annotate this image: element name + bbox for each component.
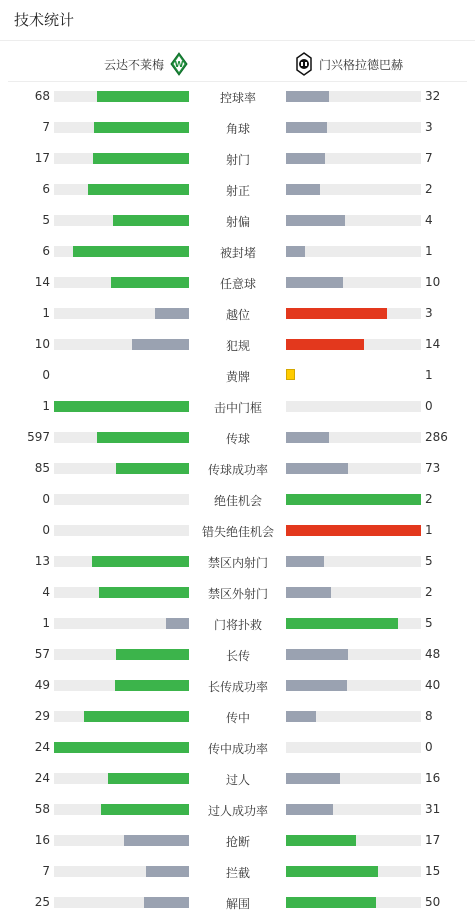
home-bar-track — [54, 897, 189, 908]
away-value: 4 — [425, 213, 433, 227]
home-bar — [94, 122, 189, 133]
away-bar-track — [286, 742, 421, 753]
home-team-name: 云达不莱梅 — [103, 57, 164, 72]
stat-label: 禁区外射门 — [207, 587, 268, 601]
stat-label: 拦截 — [225, 866, 250, 880]
stat-row — [0, 143, 475, 174]
home-bar-track — [54, 246, 189, 257]
home-bar-track — [54, 215, 189, 226]
home-bar — [93, 153, 189, 164]
away-bar — [286, 122, 327, 133]
away-value: 15 — [425, 864, 441, 878]
home-bar-track — [54, 277, 189, 288]
stat-label: 射门 — [225, 153, 250, 167]
away-value: 1 — [425, 523, 433, 537]
stat-row — [0, 267, 475, 298]
away-value: 3 — [425, 306, 433, 320]
home-bar-track — [54, 680, 189, 691]
stat-row — [0, 701, 475, 732]
home-bar — [155, 308, 189, 319]
away-value: 16 — [425, 771, 441, 785]
stat-row — [0, 732, 475, 763]
stat-label: 射偏 — [225, 215, 250, 229]
away-value: 73 — [425, 461, 441, 475]
home-bar — [84, 711, 189, 722]
home-bar-track — [54, 804, 189, 815]
away-bar — [286, 432, 329, 443]
stat-label: 禁区内射门 — [207, 556, 268, 570]
home-bar — [124, 835, 189, 846]
home-bar-track — [54, 122, 189, 133]
away-value: 1 — [425, 244, 433, 258]
home-bar-track — [54, 742, 189, 753]
away-bar-track — [286, 897, 421, 908]
away-bar-track — [286, 804, 421, 815]
stat-label: 越位 — [225, 308, 250, 322]
away-bar — [286, 556, 324, 567]
home-value: 597 — [27, 430, 50, 444]
teams-header — [0, 44, 475, 80]
away-value: 17 — [425, 833, 441, 847]
home-value: 57 — [34, 647, 50, 661]
stat-row — [0, 825, 475, 856]
away-bar — [286, 711, 316, 722]
away-value: 31 — [425, 802, 441, 816]
gladbach-logo-icon — [295, 52, 313, 76]
stat-label: 传球成功率 — [207, 463, 268, 477]
home-bar — [113, 215, 189, 226]
away-value: 5 — [425, 616, 433, 630]
home-bar-track — [54, 432, 189, 443]
stat-label: 角球 — [225, 122, 250, 136]
home-bar-track — [54, 401, 189, 412]
home-bar-track — [54, 463, 189, 474]
stat-label: 犯规 — [225, 339, 250, 353]
stat-row — [0, 763, 475, 794]
away-bar-track — [286, 711, 421, 722]
home-value: 13 — [34, 554, 50, 568]
away-bar-track — [286, 835, 421, 846]
home-bar — [146, 866, 189, 877]
away-bar-track — [286, 246, 421, 257]
stat-label: 绝佳机会 — [213, 494, 262, 508]
home-value: 0 — [42, 492, 50, 506]
stat-row — [0, 608, 475, 639]
home-bar — [97, 91, 189, 102]
home-bar — [166, 618, 189, 629]
stat-label: 过人 — [225, 773, 250, 787]
away-bar — [286, 866, 378, 877]
stat-row — [0, 81, 475, 112]
stat-label: 任意球 — [219, 277, 256, 291]
stat-row — [0, 112, 475, 143]
stat-row — [0, 639, 475, 670]
stat-label: 长传成功率 — [207, 680, 268, 694]
away-value: 2 — [425, 182, 433, 196]
stat-row — [0, 546, 475, 577]
away-bar-track — [286, 339, 421, 350]
stat-label: 传中 — [225, 711, 250, 725]
away-value: 5 — [425, 554, 433, 568]
home-bar-track — [54, 339, 189, 350]
away-value: 7 — [425, 151, 433, 165]
home-bar-track — [54, 587, 189, 598]
stat-label: 长传 — [225, 649, 250, 663]
away-value: 48 — [425, 647, 441, 661]
stat-row — [0, 887, 475, 918]
stat-row — [0, 174, 475, 205]
stat-row — [0, 236, 475, 267]
home-value: 0 — [42, 368, 50, 382]
away-bar-track — [286, 773, 421, 784]
away-bar-track — [286, 184, 421, 195]
away-bar-track — [286, 153, 421, 164]
home-bar — [108, 773, 189, 784]
away-bar-track — [286, 649, 421, 660]
away-bar — [286, 773, 340, 784]
away-bar-track — [286, 463, 421, 474]
away-bar-track — [286, 91, 421, 102]
home-value: 7 — [42, 120, 50, 134]
stat-label: 传中成功率 — [207, 742, 268, 756]
stat-row — [0, 453, 475, 484]
away-bar — [286, 91, 329, 102]
stat-label: 抢断 — [225, 835, 250, 849]
home-bar — [144, 897, 189, 908]
stat-label: 过人成功率 — [207, 804, 268, 818]
home-value: 16 — [34, 833, 50, 847]
away-value: 50 — [425, 895, 441, 909]
away-bar — [286, 897, 376, 908]
home-bar — [92, 556, 189, 567]
home-bar — [101, 804, 189, 815]
away-value: 40 — [425, 678, 441, 692]
away-bar — [286, 835, 356, 846]
home-value: 24 — [34, 740, 50, 754]
away-bar — [286, 277, 343, 288]
away-value: 14 — [425, 337, 441, 351]
away-bar — [286, 525, 421, 536]
home-bar — [88, 184, 189, 195]
stat-label: 射正 — [225, 184, 250, 198]
home-value: 85 — [34, 461, 50, 475]
stat-row — [0, 329, 475, 360]
home-bar-track — [54, 618, 189, 629]
away-bar — [286, 308, 387, 319]
stat-label: 击中门框 — [213, 401, 262, 415]
away-value: 2 — [425, 585, 433, 599]
page-title: 技术统计 — [14, 11, 75, 29]
away-bar — [286, 649, 348, 660]
stat-label: 错失绝佳机会 — [201, 525, 274, 539]
home-value: 6 — [42, 244, 50, 258]
title-divider — [0, 40, 475, 41]
stat-label: 黄牌 — [225, 370, 250, 384]
home-value: 1 — [42, 306, 50, 320]
stat-label: 控球率 — [219, 91, 256, 105]
stat-label: 传球 — [225, 432, 250, 446]
home-value: 58 — [34, 802, 50, 816]
home-bar — [116, 649, 189, 660]
away-bar — [286, 184, 320, 195]
yellow-card-icon — [286, 369, 295, 380]
home-value: 14 — [34, 275, 50, 289]
werder-bremen-logo-icon — [170, 52, 188, 76]
stat-label: 解围 — [225, 897, 250, 911]
stat-label: 被封堵 — [219, 246, 256, 260]
stat-row — [0, 298, 475, 329]
stat-row — [0, 856, 475, 887]
home-bar-track — [54, 184, 189, 195]
away-bar — [286, 804, 333, 815]
away-bar-track — [286, 525, 421, 536]
away-bar-track — [286, 401, 421, 412]
away-value: 1 — [425, 368, 433, 382]
stat-label: 门将扑救 — [213, 618, 262, 632]
away-team[interactable] — [295, 52, 403, 76]
away-bar — [286, 587, 331, 598]
away-bar-track — [286, 494, 421, 505]
home-value: 6 — [42, 182, 50, 196]
away-bar — [286, 339, 364, 350]
home-bar-track — [54, 649, 189, 660]
away-bar — [286, 153, 325, 164]
home-bar — [132, 339, 189, 350]
svg-text:W: W — [174, 60, 184, 69]
home-bar — [54, 742, 189, 753]
home-bar — [111, 277, 189, 288]
away-bar — [286, 618, 398, 629]
home-value: 49 — [34, 678, 50, 692]
away-bar — [286, 246, 305, 257]
away-bar-track — [286, 618, 421, 629]
away-value: 2 — [425, 492, 433, 506]
away-bar — [286, 215, 345, 226]
home-bar-track — [54, 711, 189, 722]
stat-row — [0, 577, 475, 608]
home-team[interactable] — [104, 52, 188, 76]
home-bar-track — [54, 494, 189, 505]
away-bar-track — [286, 215, 421, 226]
home-bar-track — [54, 153, 189, 164]
stat-row — [0, 360, 475, 391]
away-value: 8 — [425, 709, 433, 723]
home-bar — [99, 587, 189, 598]
home-bar-track — [54, 556, 189, 567]
home-value: 1 — [42, 399, 50, 413]
home-bar-track — [54, 525, 189, 536]
home-bar — [54, 401, 189, 412]
home-value: 29 — [34, 709, 50, 723]
away-bar-track — [286, 587, 421, 598]
away-value: 0 — [425, 740, 433, 754]
home-bar-track — [54, 91, 189, 102]
away-bar-track — [286, 308, 421, 319]
away-value: 286 — [425, 430, 448, 444]
stat-row — [0, 484, 475, 515]
away-bar-track — [286, 277, 421, 288]
away-bar-track — [286, 680, 421, 691]
away-bar — [286, 680, 347, 691]
away-bar-track — [286, 432, 421, 443]
away-value: 3 — [425, 120, 433, 134]
home-bar — [97, 432, 189, 443]
home-value: 24 — [34, 771, 50, 785]
home-value: 68 — [34, 89, 50, 103]
home-value: 10 — [34, 337, 50, 351]
away-value: 10 — [425, 275, 441, 289]
away-value: 32 — [425, 89, 441, 103]
home-value: 4 — [42, 585, 50, 599]
away-bar — [286, 463, 348, 474]
away-bar-track — [286, 556, 421, 567]
stat-row — [0, 794, 475, 825]
home-value: 17 — [34, 151, 50, 165]
home-bar-track — [54, 835, 189, 846]
home-bar-track — [54, 308, 189, 319]
home-bar-track — [54, 773, 189, 784]
away-bar — [286, 494, 421, 505]
home-value: 5 — [42, 213, 50, 227]
home-bar — [116, 463, 189, 474]
home-value: 7 — [42, 864, 50, 878]
stat-row — [0, 422, 475, 453]
stat-row — [0, 515, 475, 546]
home-value: 0 — [42, 523, 50, 537]
away-team-name: 门兴格拉德巴赫 — [319, 57, 404, 72]
home-value: 1 — [42, 616, 50, 630]
away-bar-track — [286, 866, 421, 877]
home-bar-track — [54, 866, 189, 877]
stat-row — [0, 670, 475, 701]
away-bar-track — [286, 122, 421, 133]
home-bar — [115, 680, 189, 691]
home-bar — [73, 246, 189, 257]
stat-row — [0, 205, 475, 236]
away-value: 0 — [425, 399, 433, 413]
home-value: 25 — [34, 895, 50, 909]
stat-row — [0, 391, 475, 422]
